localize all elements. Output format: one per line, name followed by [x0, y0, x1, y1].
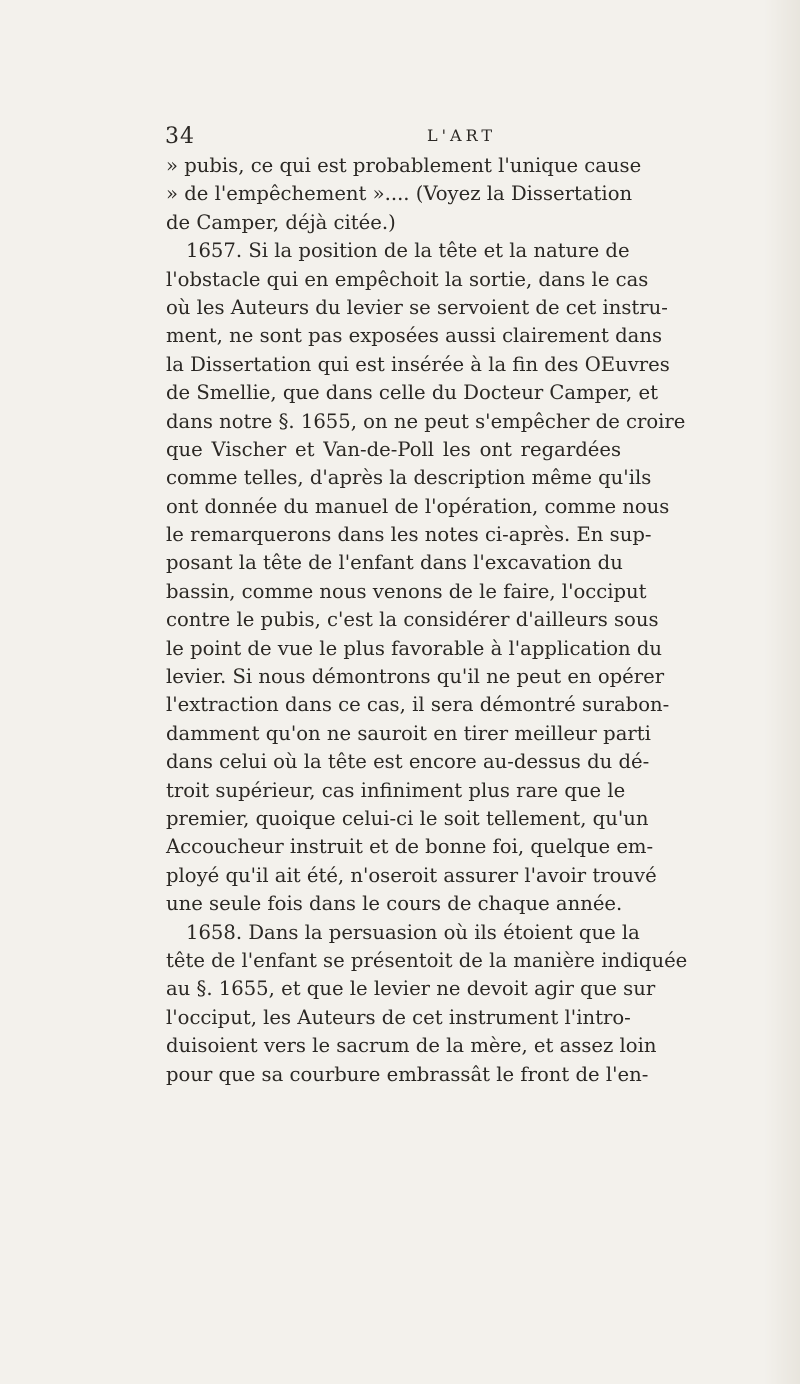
body-text [166, 152, 688, 1089]
text-line: la Dissertation qui est insérée à la fin des OEuvres [166, 352, 670, 376]
text-line: où les Auteurs du levier se servoient de cet instru- [166, 295, 668, 319]
running-title: L'ART [427, 126, 497, 145]
page-number: 34 [165, 124, 195, 149]
text-line: bassin, comme nous venons de le faire, l'occiput [166, 579, 647, 603]
running-head [165, 124, 625, 154]
text-line: comme telles, d'après la description même qu'ils [166, 466, 652, 490]
text-line: au §. 1655, et que le levier ne devoit agir que sur [166, 977, 656, 1001]
page-edge-shadow [764, 0, 800, 1384]
text-line: » pubis, ce qui est probablement l'unique cause [166, 154, 642, 177]
text-line: » de l'empêchement ».... (Voyez la Dissertation [166, 182, 633, 206]
text-line: le remarquerons dans les notes ci-après. En sup- [166, 523, 652, 547]
text-line: de Smellie, que dans celle du Docteur Camper, et [166, 381, 658, 405]
text-line: damment qu'on ne sauroit en tirer meilleur parti [166, 721, 651, 745]
text-line: le point de vue le plus favorable à l'application du [166, 636, 663, 660]
text-line: tête de l'enfant se présentoit de la manière indiquée [166, 948, 688, 972]
text-line: levier. Si nous démontrons qu'il ne peut en opérer [166, 665, 665, 689]
text-line: que Vischer et Van-de-Poll les ont regardées [166, 437, 621, 461]
text-line: dans celui où la tête est encore au-dessus du dé- [166, 750, 650, 774]
text-line: posant la tête de l'enfant dans l'excavation du [166, 551, 623, 575]
text-line: pour que sa courbure embrassât le front de l'en- [166, 1062, 649, 1086]
text-line: duisoient vers le sacrum de la mère, et assez loin [166, 1034, 657, 1058]
text-line: troit supérieur, cas infiniment plus rare que le [166, 778, 626, 802]
text-line: une seule fois dans le cours de chaque année. [166, 892, 623, 916]
text-line: ont donnée du manuel de l'opération, comme nous [166, 494, 670, 518]
text-line: ployé qu'il ait été, n'oseroit assurer l'avoir trouvé [166, 863, 657, 887]
text-line: dans notre §. 1655, on ne peut s'empêcher de croire [166, 409, 686, 433]
text-line: premier, quoique celui-ci le soit tellement, qu'un [166, 806, 649, 830]
paragraph-1658-start: 1658. Dans la persuasion où ils étoient que la [186, 920, 640, 944]
text-line: l'extraction dans ce cas, il sera démontré surabon- [166, 693, 670, 717]
text-line: l'occiput, les Auteurs de cet instrument l'intro- [166, 1005, 631, 1029]
text-line: l'obstacle qui en empêchoit la sortie, dans le cas [166, 267, 649, 291]
text-line: de Camper, déjà citée.) [166, 210, 396, 234]
text-line: ment, ne sont pas exposées aussi clairement dans [166, 324, 663, 348]
paragraph-1657-start: 1657. Si la position de la tête et la nature de [186, 239, 630, 263]
text-line: contre le pubis, c'est la considérer d'ailleurs sous [166, 608, 659, 632]
text-line: Accoucheur instruit et de bonne foi, quelque em- [166, 835, 654, 859]
